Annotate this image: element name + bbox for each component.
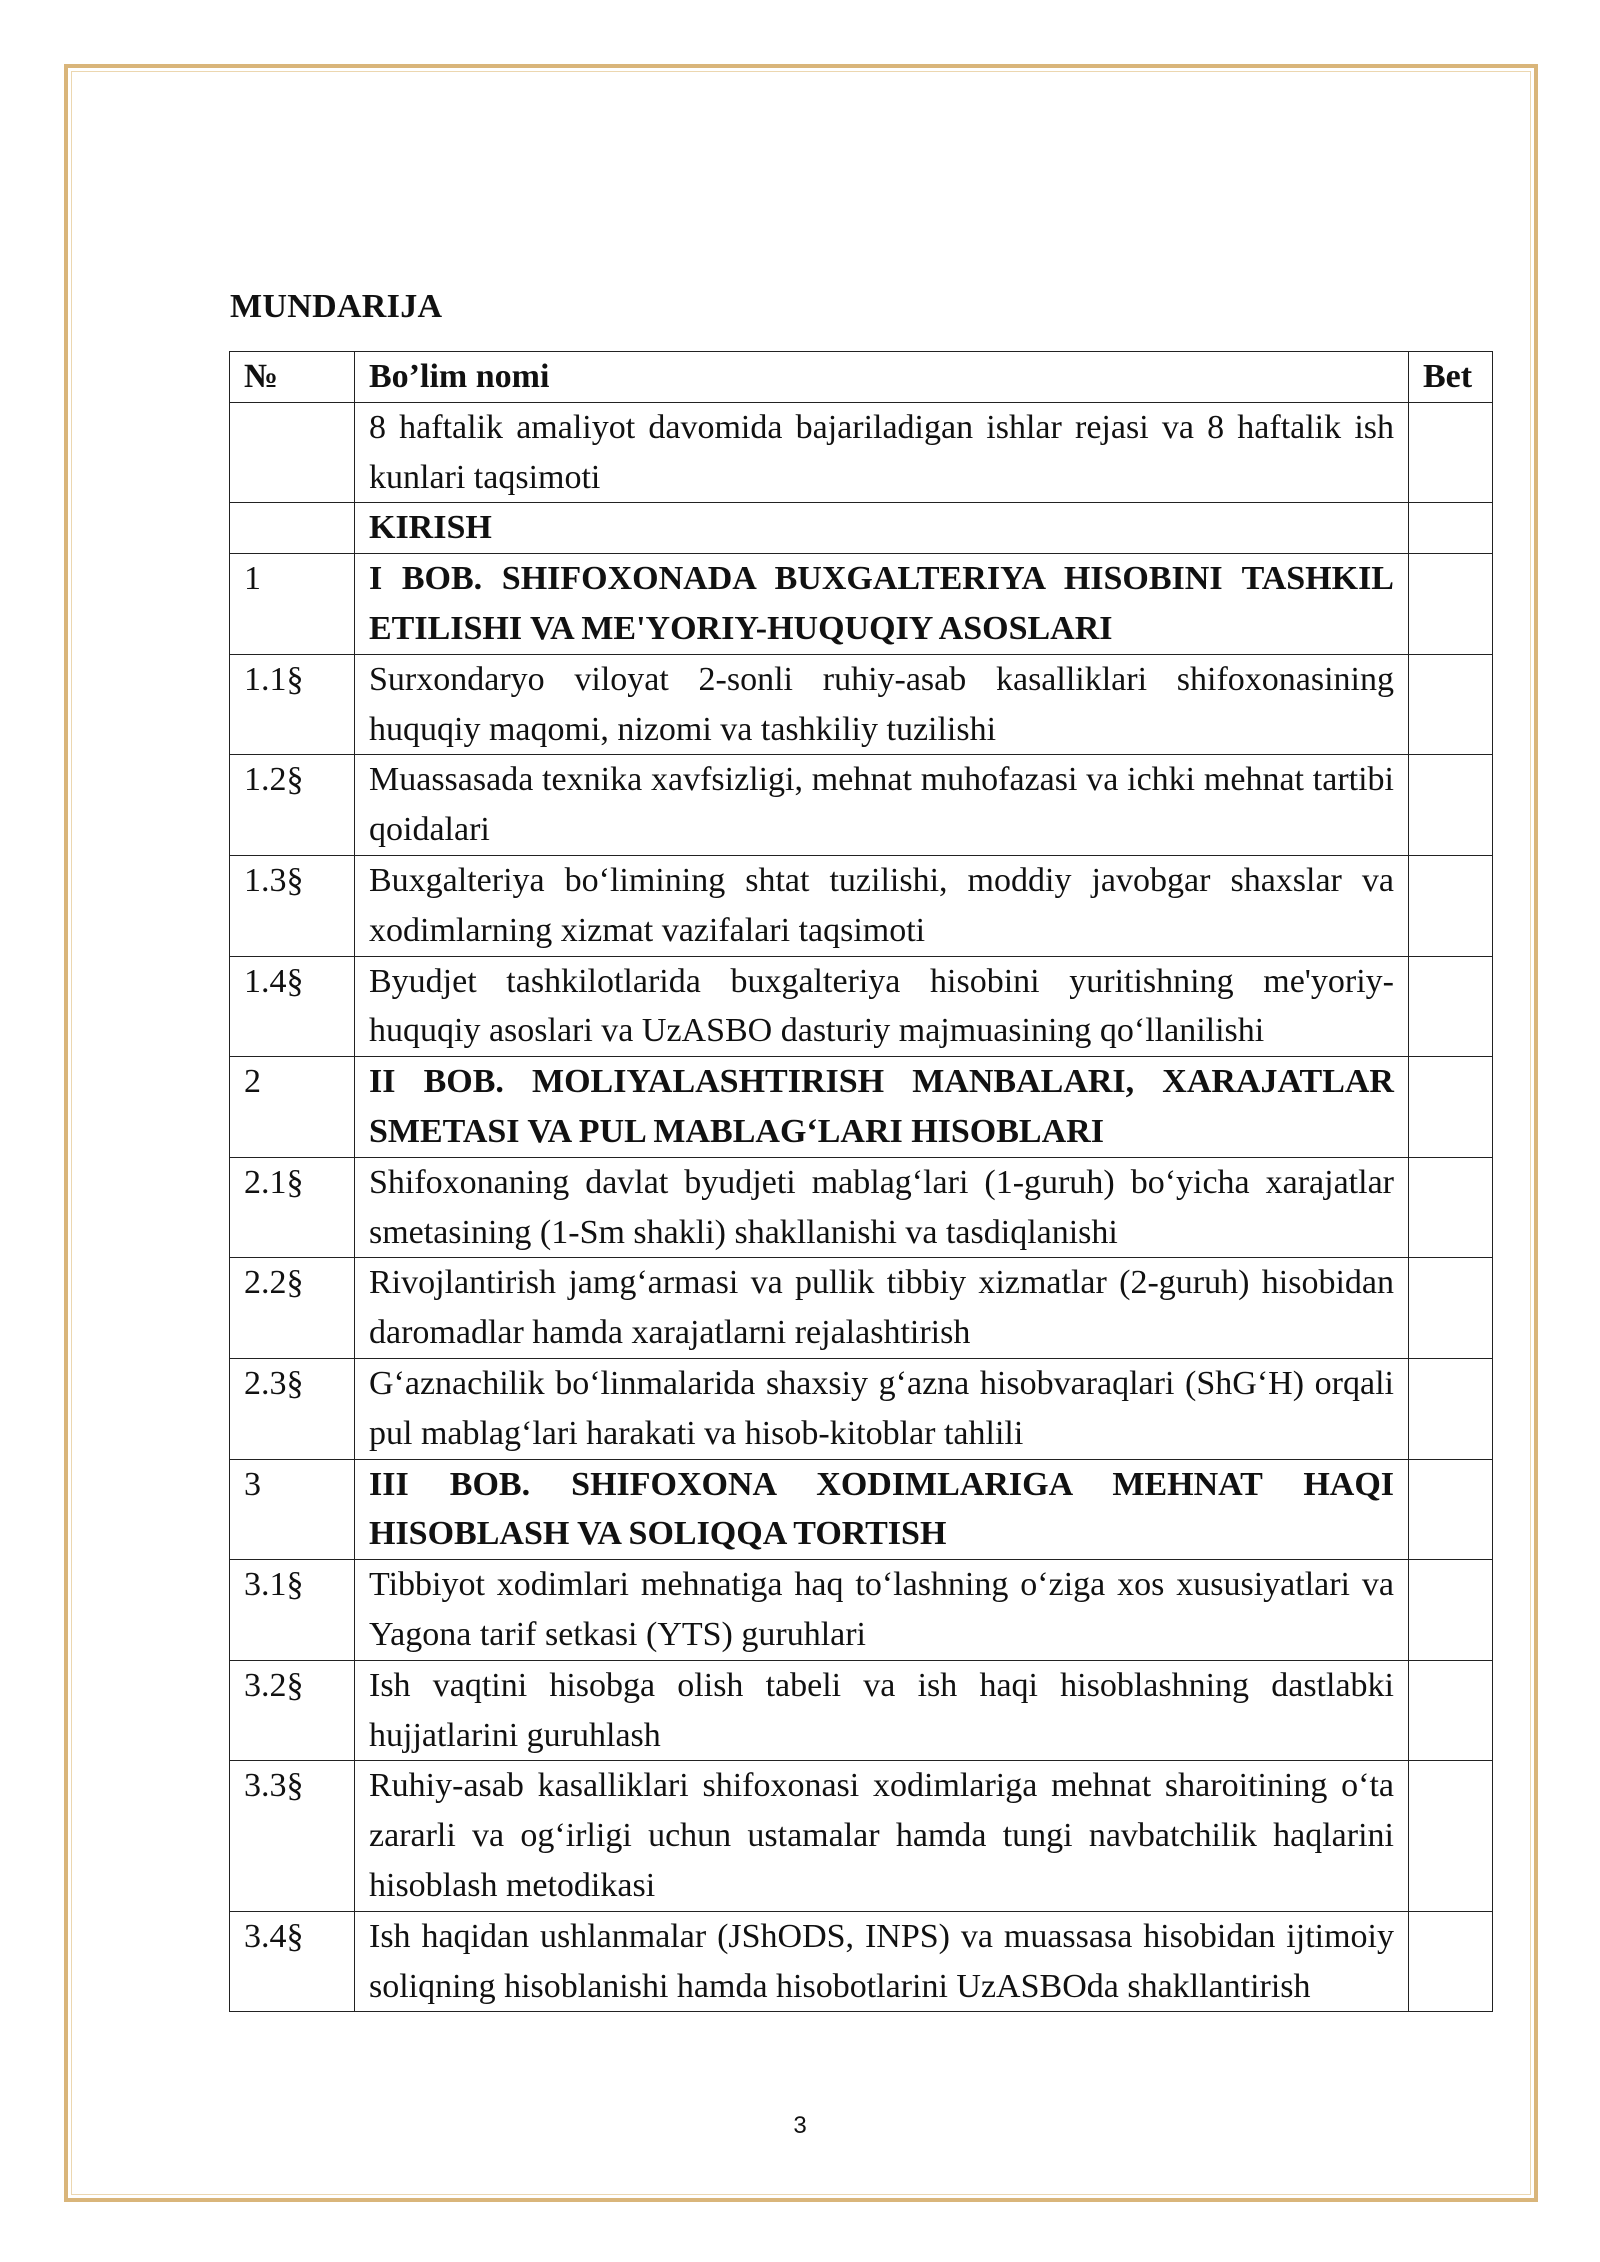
row-page xyxy=(1409,1660,1493,1761)
row-number: 1.1§ xyxy=(230,654,355,755)
table-row xyxy=(230,956,1493,1057)
header-page: Bet xyxy=(1409,352,1493,403)
header-section-name: Bo’lim nomi xyxy=(355,352,1409,403)
row-number xyxy=(230,402,355,503)
row-title: Ish haqidan ushlanmalar (JShODS, INPS) va muassasa hisobidan ijtimoiy soliqning hisoblanishi hamda hisobotlarini UzASBOda shakllantirish xyxy=(355,1911,1409,2012)
row-number: 3.4§ xyxy=(230,1911,355,2012)
row-page xyxy=(1409,654,1493,755)
row-title: Ruhiy-asab kasalliklari shifoxonasi xodimlariga mehnat sharoitining o‘ta zararli va og‘irligi uchun ustamalar hamda tungi navbatchilik haqlarini hisoblash metodikasi xyxy=(355,1761,1409,1911)
table-row xyxy=(230,1911,1493,2012)
table-row xyxy=(230,402,1493,503)
row-page xyxy=(1409,855,1493,956)
table-body xyxy=(230,402,1493,2012)
page-number: 3 xyxy=(793,2112,807,2139)
table-row xyxy=(230,755,1493,856)
row-page xyxy=(1409,554,1493,655)
row-title: I BOB. SHIFOXONADA BUXGALTERIYA HISOBINI TASHKIL ETILISHI VA ME'YORIY-HUQUQIY ASOSLARI xyxy=(355,554,1409,655)
row-number: 3.3§ xyxy=(230,1761,355,1911)
table-row xyxy=(230,554,1493,655)
row-number xyxy=(230,503,355,554)
row-number: 1.4§ xyxy=(230,956,355,1057)
row-title: Muassasada texnika xavfsizligi, mehnat muhofazasi va ichki mehnat tartibi qoidalari xyxy=(355,755,1409,856)
row-title: 8 haftalik amaliyot davomida bajariladigan ishlar rejasi va 8 haftalik ish kunlari taqsimoti xyxy=(355,402,1409,503)
row-title: Buxgalteriya bo‘limining shtat tuzilishi, moddiy javobgar shaxslar va xodimlarning xizmat vazifalari taqsimoti xyxy=(355,855,1409,956)
row-number: 2 xyxy=(230,1057,355,1158)
table-row xyxy=(230,1057,1493,1158)
row-page xyxy=(1409,1459,1493,1560)
row-page xyxy=(1409,503,1493,554)
row-number: 2.1§ xyxy=(230,1157,355,1258)
table-row xyxy=(230,1358,1493,1459)
row-number: 1.2§ xyxy=(230,755,355,856)
row-page xyxy=(1409,1057,1493,1158)
row-title: III BOB. SHIFOXONA XODIMLARIGA MEHNAT HAQI HISOBLASH VA SOLIQQA TORTISH xyxy=(355,1459,1409,1560)
row-title: Rivojlantirish jamg‘armasi va pullik tibbiy xizmatlar (2-guruh) hisobidan daromadlar hamda xarajatlarni rejalashtirish xyxy=(355,1258,1409,1359)
row-page xyxy=(1409,1911,1493,2012)
row-page xyxy=(1409,402,1493,503)
row-title: II BOB. MOLIYALASHTIRISH MANBALARI, XARAJATLAR SMETASI VA PUL MABLAG‘LARI HISOBLARI xyxy=(355,1057,1409,1158)
row-number: 2.3§ xyxy=(230,1358,355,1459)
row-number: 2.2§ xyxy=(230,1258,355,1359)
row-title: KIRISH xyxy=(355,503,1409,554)
row-title: Surxondaryo viloyat 2-sonli ruhiy-asab kasalliklari shifoxonasining huquqiy maqomi, nizomi va tashkiliy tuzilishi xyxy=(355,654,1409,755)
row-page xyxy=(1409,956,1493,1057)
row-title: Byudjet tashkilotlarida buxgalteriya hisobini yuritishning me'yoriy-huquqiy asoslari va UzASBO dasturiy majmuasining qo‘llanilishi xyxy=(355,956,1409,1057)
row-number: 3.2§ xyxy=(230,1660,355,1761)
row-page xyxy=(1409,1157,1493,1258)
table-row xyxy=(230,503,1493,554)
row-page xyxy=(1409,1560,1493,1661)
table-row xyxy=(230,1157,1493,1258)
table-row xyxy=(230,654,1493,755)
table-row xyxy=(230,1258,1493,1359)
row-page xyxy=(1409,1761,1493,1911)
table-row xyxy=(230,1560,1493,1661)
document-title: MUNDARIJA xyxy=(230,288,443,325)
row-title: Tibbiyot xodimlari mehnatiga haq to‘lashning o‘ziga xos xususiyatlari va Yagona tarif setkasi (YTS) guruhlari xyxy=(355,1560,1409,1661)
row-page xyxy=(1409,1258,1493,1359)
row-title: Shifoxonaning davlat byudjeti mablag‘lari (1-guruh) bo‘yicha xarajatlar smetasining (1-Sm shakli) shakllanishi va tasdiqlanishi xyxy=(355,1157,1409,1258)
row-number: 1 xyxy=(230,554,355,655)
header-number: № xyxy=(230,352,355,403)
table-row xyxy=(230,1660,1493,1761)
row-page xyxy=(1409,1358,1493,1459)
row-number: 3.1§ xyxy=(230,1560,355,1661)
row-page xyxy=(1409,755,1493,856)
table-row xyxy=(230,1459,1493,1560)
row-title: Ish vaqtini hisobga olish tabeli va ish haqi hisoblashning dastlabki hujjatlarini guruhlash xyxy=(355,1660,1409,1761)
table-of-contents xyxy=(229,351,1493,2012)
row-title: G‘aznachilik bo‘linmalarida shaxsiy g‘azna hisobvaraqlari (ShG‘H) orqali pul mablag‘lari harakati va hisob-kitoblar tahlili xyxy=(355,1358,1409,1459)
table-row xyxy=(230,855,1493,956)
table-header-row xyxy=(230,352,1493,403)
row-number: 3 xyxy=(230,1459,355,1560)
row-number: 1.3§ xyxy=(230,855,355,956)
table-row xyxy=(230,1761,1493,1911)
